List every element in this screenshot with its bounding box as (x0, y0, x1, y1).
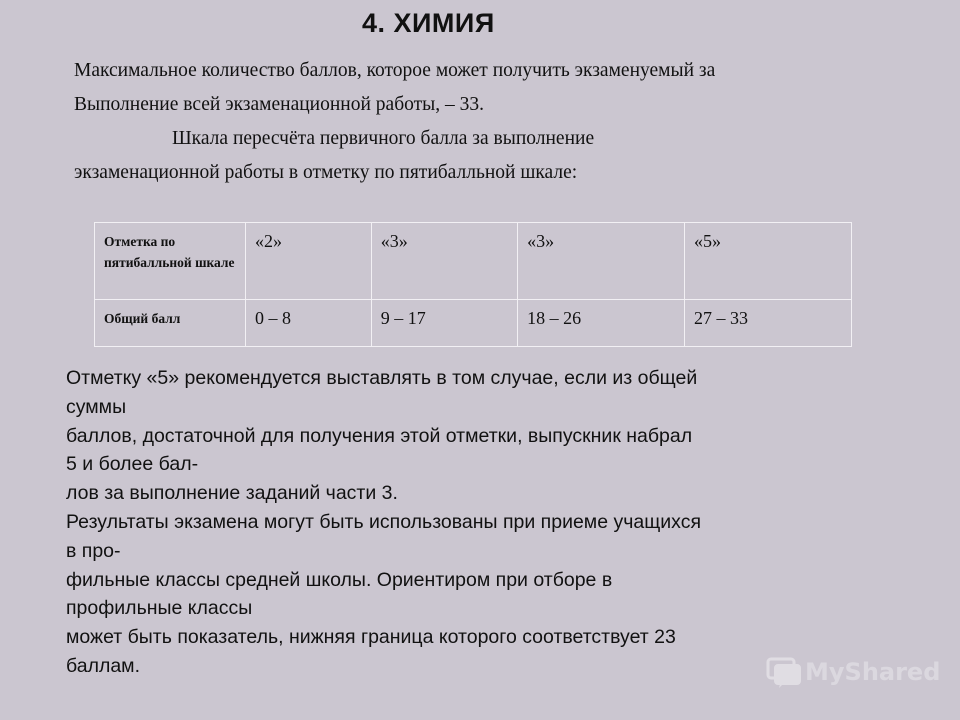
notes-line: Отметку «5» рекомендуется выставлять в том случае, если из общей (66, 367, 698, 389)
row-header-score: Общий балл (95, 300, 246, 347)
table-cell: 18 – 26 (518, 300, 685, 347)
table-cell: 0 – 8 (246, 300, 372, 347)
notes-line: фильные классы средней школы. Ориентиром при отборе в (66, 568, 613, 591)
notes-line: лов за выполнение заданий части 3. (66, 482, 398, 505)
table-cell: «3» (518, 223, 685, 300)
intro-line-1: Максимальное количество баллов, которое может получить экзаменуемый за (74, 60, 716, 81)
notes-paragraph (66, 364, 866, 681)
page-title: 4. ХИМИЯ (362, 8, 495, 38)
table-cell: 27 – 33 (685, 300, 852, 347)
table-row-grade (95, 223, 852, 300)
myshared-logo-icon (766, 656, 802, 688)
table-cell: 9 – 17 (371, 300, 517, 347)
table-row-score (95, 300, 852, 347)
notes-line: суммы (66, 395, 127, 418)
notes-line: Результаты экзамена могут быть использованы при приеме учащихся (66, 510, 702, 533)
watermark-text: MyShared (805, 658, 941, 686)
intro-line-4: экзаменационной работы в отметку по пятибалльной шкале: (74, 162, 578, 183)
watermark (766, 656, 940, 688)
notes-line: профильные классы (66, 597, 253, 620)
notes-line: баллов, достаточной для получения этой отметки, выпускник набрал (66, 424, 693, 447)
score-conversion-table (94, 222, 852, 347)
notes-line: баллам. (66, 654, 140, 677)
row-header-grade: Отметка по пятибалльной шкале (95, 223, 246, 300)
intro-line-2: Выполнение всей экзаменационной работы, – 33. (74, 94, 484, 115)
notes-line: может быть показатель, нижняя граница которого соответствует 23 (66, 626, 676, 649)
notes-line: 5 и более бал- (66, 453, 199, 476)
intro-line-3: Шкала пересчёта первичного балла за выполнение (172, 128, 595, 149)
notes-line: в про- (66, 539, 121, 562)
table-cell: «3» (371, 223, 517, 300)
table-cell: «2» (246, 223, 372, 300)
table-cell: «5» (685, 223, 852, 300)
